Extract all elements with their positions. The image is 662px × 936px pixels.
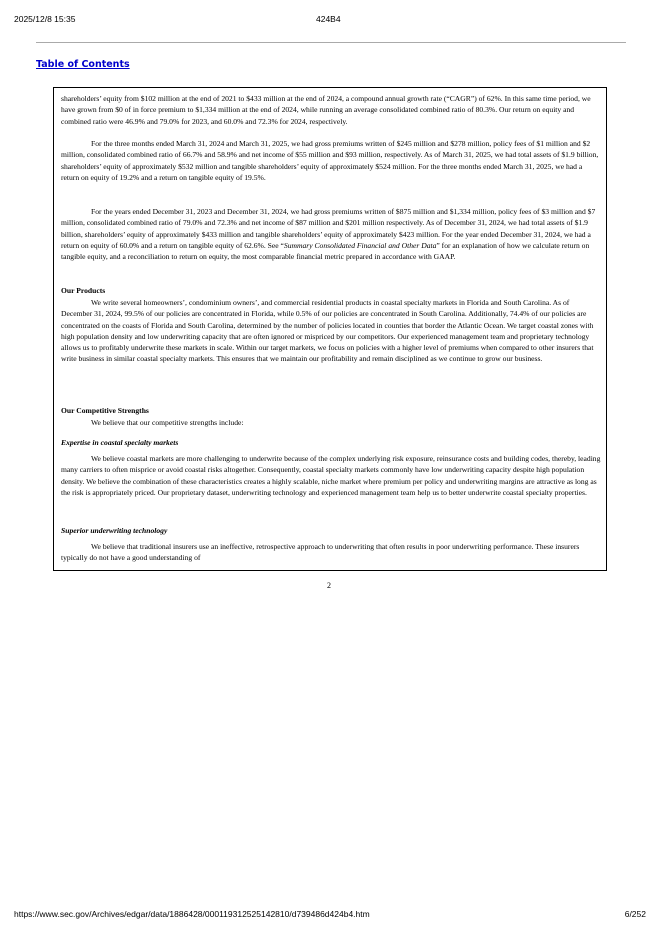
table-of-contents-link[interactable]: Table of Contents <box>36 59 130 70</box>
paragraph-strengths-intro: We believe that our competitive strengths include: <box>91 418 244 427</box>
heading-our-products: Our Products <box>61 286 106 295</box>
print-title: 424B4 <box>316 14 341 24</box>
print-datetime: 2025/12/8 15:35 <box>14 14 76 24</box>
paragraph-expertise: We believe coastal markets are more challenging to underwrite because of the complex underlying risk exposure, reinsurance costs and building codes, thereby, leading many carriers to often misprice or avoid coastal risks altogether. Consequently, coastal specialty markets commonly have low underwriting capacity despite high population density. We believe the combination of these characteristics creates a highly scalable, niche market where premium per policy and underwriting margins are attractive as long as the risk is appropriately priced. Our proprietary dataset, underwriting technology and experienced management team help us to better underwrite coastal specialty properties. <box>61 454 601 497</box>
document-content-box <box>53 87 607 571</box>
header-divider <box>36 42 626 43</box>
paragraph-text: ” for an explanation of how we calculate return on tangible equity, and a reconciliation to return on equity, the most comparable financial metric prepared in accordance with GAAP. <box>61 240 590 262</box>
paragraph-text: For the years ended December 31, 2023 and December 31, 2024, we had gross premiums written of $875 million and $1,334 million, policy fees of $3 million and $7 million, consolidated combined ratio of 79.0% and 72.3% and net income of $87 million and $201 million respectively. As of December 31, 2024, we had total assets of $1.9 billion, shareholders’ equity of approximately $433 million and tangible shareholders’ equity of approximately $423 million. For the year ended December 31, 2024, we had a return on equity of 60.0% and a return on tangible equity of 62.6%. See “ <box>61 207 596 250</box>
paragraph-equity-growth: shareholders’ equity from $102 million at the end of 2021 to $433 million at the end of 2024, a compound annual growth rate (“CAGR”) of 62%. In this same time period, we have grown from $0 of in force premium to $1,334 million at the end of 2024, while running an average consolidated combined ratio of 80.3%. Our return on equity and combined ratio were 46.9% and 79.0% for 2023, and 60.0% and 72.3% for 2024, respectively. <box>61 94 591 126</box>
paragraph-products: We write several homeowners’, condominium owners’, and commercial residential products in coastal specialty markets in Florida and South Carolina. As of December 31, 2024, 99.5% of our policies are concentrated in Florida, while 0.5% of our policies are concentrated in South Carolina. Additionally, 74.4% of our policies are concentrated on the coasts of Florida and South Carolina, determined by the number of policies located in counties that border the Atlantic Ocean. We target coastal zones with high population density and low underwriting capacity that are often ignored or mispriced by our competitors. Our experienced management team and proprietary technology allows us to profitably underwrite these markets in scale. Within our target markets, we focus on policies with a higher level of premiums when compared to other insurers that write business in similar coastal specialty markets. This ensures that we maintain our profitability and remain disciplined as we continue to grow our business. <box>61 298 594 364</box>
paragraph-three-months: For the three months ended March 31, 2024 and March 31, 2025, we had gross premiums written of $245 million and $278 million, policy fees of $1 million and $2 million, consolidated combined ratio of 66.7% and 58.9% and net income of $55 million and $93 million, respectively. As of March 31, 2025, we had total assets of $1.9 billion, shareholders’ equity of approximately $532 million and tangible shareholders’ equity of approximately $524 million. For the three months ended March 31, 2025, we had a return on equity of 19.2% and a return on tangible equity of 19.5%. <box>61 139 599 182</box>
paragraph-years-ended <box>61 206 601 262</box>
paragraph-superior-technology: We believe that traditional insurers use an ineffective, retrospective approach to underwriting that often results in poor underwriting performance. These insurers typically do not have a good understanding of <box>61 542 580 563</box>
footer-url: https://www.sec.gov/Archives/edgar/data/1886428/000119312525142810/d739486d424b4.htm <box>14 909 370 919</box>
footer-page-count: 6/252 <box>624 909 646 919</box>
page-number: 2 <box>327 581 331 590</box>
cross-reference: Summary Consolidated Financial and Other Data <box>283 240 437 250</box>
subheading-expertise: Expertise in coastal specialty markets <box>61 438 179 447</box>
subheading-superior-technology: Superior underwriting technology <box>61 526 168 535</box>
heading-competitive-strengths: Our Competitive Strengths <box>61 406 149 415</box>
